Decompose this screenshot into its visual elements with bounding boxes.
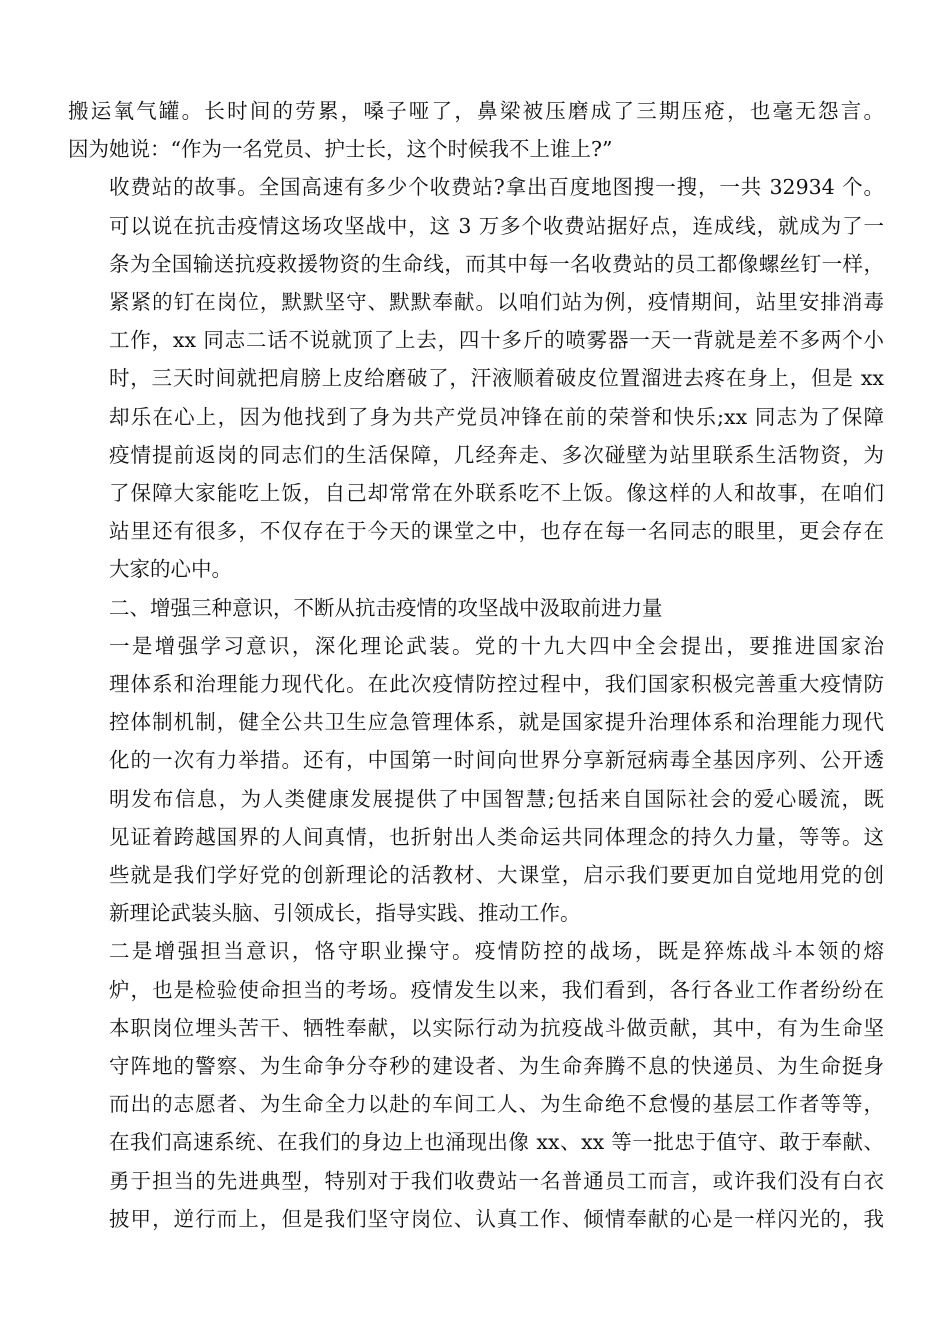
text-line: 因为她说：“作为一名党员、护士长，这个时候我不上谁上?” [68,137,613,162]
paragraph-responsibility-awareness [68,932,884,1238]
text-line: 控体制机制，健全公共卫生应急管理体系，就是国家提升治理体系和治理能力现代 [109,710,884,735]
text-line: 本职岗位埋头苦干、牺牲奉献，以实际行动为抗疫战斗做贡献，其中，有为生命坚 [109,1015,884,1040]
paragraph-learning-awareness [68,627,884,933]
text-line: 守阵地的警察、为生命争分夺秒的建设者、为生命奔腾不息的快递员、为生命挺身 [109,1054,884,1079]
section-heading-text: 二、增强三种意识，不断从抗击疫情的攻坚战中汲取前进力量 [109,595,663,620]
text-line: 在我们高速系统、在我们的身边上也涌现出像 xx、xx 等一批忠于值守、敢于奉献、 [109,1130,884,1155]
section-heading [68,589,884,627]
paragraph-toll-station-story [68,168,884,588]
text-line: 化的一次有力举措。还有，中国第一时间向世界分享新冠病毒全基因序列、公开透 [109,748,884,773]
text-line: 时，三天时间就把肩膀上皮给磨破了，汗液顺着破皮位置溜进去疼在身上，但是 xx [109,366,884,391]
text-line: 可以说在抗击疫情这场攻坚战中，这 3 万多个收费站据好点，连成线，就成为了一 [109,213,884,238]
text-line: 而出的志愿者、为生命全力以赴的车间工人、为生命绝不怠慢的基层工作者等等， [109,1092,884,1117]
text-line: 条为全国输送抗疫救援物资的生命线，而其中每一名收费站的员工都像螺丝钉一样， [109,251,884,276]
text-line: 站里还有很多，不仅存在于今天的课堂之中，也存在每一名同志的眼里，更会存在 [109,519,884,544]
text-line: 紧紧的钉在岗位，默默坚守、默默奉献。以咱们站为例，疫情期间，站里安排消毒 [109,290,884,315]
text-line: 搬运氧气罐。长时间的劳累，嗓子哑了，鼻梁被压磨成了三期压疮，也毫无怨言。 [68,99,884,123]
text-line: 却乐在心上，因为他找到了身为共产党员冲锋在前的荣誉和快乐;xx 同志为了保障 [109,404,884,429]
text-line: 疫情提前返岗的同志们的生活保障，几经奔走、多次碰壁为站里联系生活物资，为 [109,442,884,467]
document-page [68,92,884,1238]
text-line: 见证着跨越国界的人间真情，也折射出人类命运共同体理念的持久力量，等等。这 [109,824,884,849]
text-line: 勇于担当的先进典型，特别对于我们收费站一名普通员工而言，或许我们没有白衣 [109,1168,884,1193]
text-line: 工作，xx 同志二话不说就顶了上去，四十多斤的喷雾器一天一背就是差不多两个小 [109,328,884,353]
text-line: 些就是我们学好党的创新理论的活教材、大课堂，启示我们要更加自觉地用党的创 [109,863,884,888]
paragraph-nurse-story-end [68,92,884,168]
text-line: 明发布信息，为人类健康发展提供了中国智慧;包括来自国际社会的爱心暖流，既 [109,786,884,811]
text-line: 二是增强担当意识，恪守职业操守。疫情防控的战场，既是猝炼战斗本领的熔 [109,939,884,964]
text-line: 炉，也是检验使命担当的考场。疫情发生以来，我们看到，各行各业工作者纷纷在 [109,977,884,1002]
text-line: 大家的心中。 [109,557,232,582]
text-line: 收费站的故事。全国高速有多少个收费站?拿出百度地图搜一搜，一共 32934 个。 [109,175,884,200]
text-line: 一是增强学习意识，深化理论武装。党的十九大四中全会提出，要推进国家治 [109,633,884,658]
text-line: 了保障大家能吃上饭，自己却常常在外联系吃不上饭。像这样的人和故事，在咱们 [109,481,884,506]
text-line: 理体系和治理能力现代化。在此次疫情防控过程中，我们国家积极完善重大疫情防 [109,672,884,697]
text-line: 新理论武装头脑、引领成长，指导实践、推动工作。 [109,901,581,926]
text-line: 披甲，逆行而上，但是我们坚守岗位、认真工作、倾情奉献的心是一样闪光的，我 [109,1206,884,1231]
